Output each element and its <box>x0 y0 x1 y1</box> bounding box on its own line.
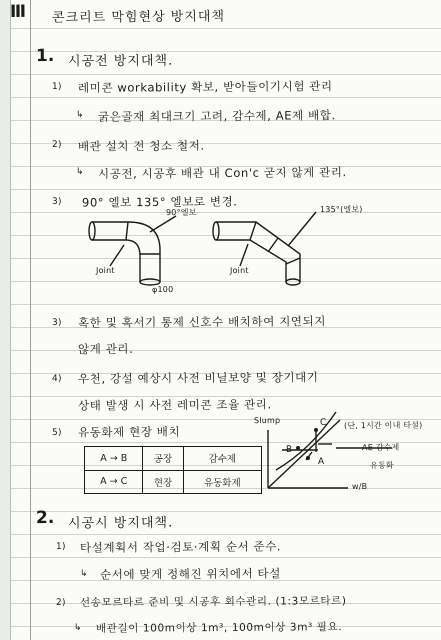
joint-label: Joint <box>95 265 115 276</box>
arrow-icon: ↳ <box>79 568 88 580</box>
page-title: 콘크리트 막힘현상 방지대책 <box>51 9 226 26</box>
item-1-text: 레미콘 workability 확보, 받아들이기시험 관리 <box>77 79 333 95</box>
table-cell: 현장 <box>143 470 183 494</box>
roman-numeral: Ⅲ <box>9 1 27 23</box>
item-3b-text: 혹한 및 혹서기 통제 신호수 배치하여 지연되지 <box>77 314 327 330</box>
joint-label: Joint <box>229 265 249 276</box>
elbow-90-label: 90°엘보 <box>165 207 197 218</box>
table-cell: A → B <box>85 447 143 471</box>
point-b-label: B <box>285 444 293 456</box>
graph-note-mid: AE 감수제 <box>361 442 400 453</box>
s2-item-2-number: 2) <box>55 597 66 609</box>
item-4-text: 우천, 강설 예상시 사전 비닐보양 및 장기대기 <box>77 370 319 386</box>
item-4-number: 4) <box>51 373 62 385</box>
pipe-diameter-label: φ100 <box>151 284 174 295</box>
arrow-icon: ↳ <box>73 622 82 634</box>
item-1-note: 굵은골재 최대크기 고려, 감수제, AE제 배합. <box>97 108 336 124</box>
point-c-label: C <box>319 417 327 429</box>
s2-item-2-text: 선송모르타르 준비 및 시공후 회수관리. (1:3모르타르) <box>79 595 347 609</box>
arrow-icon: ↳ <box>75 109 84 121</box>
item-3b-number: 3) <box>51 317 62 329</box>
s2-item-1-number: 1) <box>55 541 66 553</box>
section-1-title: 시공전 방지대책. <box>67 53 174 70</box>
graph-note-top: (단, 1시간 이내 타설) <box>343 420 423 431</box>
item-3-number: 3) <box>51 196 62 208</box>
table-row <box>85 470 262 494</box>
slump-axis-label: Slump <box>253 415 281 426</box>
table-cell: 감수제 <box>183 447 261 471</box>
s2-item-1-text: 타설계획서 작업·검토·계획 순서 준수. <box>79 539 282 555</box>
elbow-135-label: 135°(엘보) <box>319 204 363 215</box>
table-cell: 공장 <box>143 447 183 471</box>
admixture-table <box>84 446 262 494</box>
item-2-note: 시공전, 시공후 배관 내 Con'c 굳지 않게 관리. <box>97 165 347 181</box>
item-3b-cont: 않게 관리. <box>77 341 134 357</box>
item-1-number: 1) <box>51 81 62 93</box>
item-5-number: 5) <box>51 427 62 439</box>
section-1-number: 1. <box>35 45 55 67</box>
point-a-label: A <box>317 456 325 468</box>
table-cell: 유동화제 <box>183 470 261 494</box>
s2-item-1-note: 순서에 맞게 정해진 위치에서 타설 <box>99 566 281 582</box>
item-2-number: 2) <box>51 139 62 151</box>
s2-item-2-note: 배관길이 100m이상 1m³, 100m이상 3m³ 필요. <box>95 621 343 635</box>
arrow-icon: ↳ <box>75 166 84 178</box>
item-5-text: 유동화제 현장 배치 <box>77 424 181 440</box>
item-2-text: 배관 설치 전 청소 철저. <box>77 138 205 154</box>
item-3-text: 90° 엘보 135° 엘보로 변경. <box>81 194 238 210</box>
table-row <box>85 447 262 471</box>
item-4-cont: 상태 발생 시 사전 레미콘 조율 관리. <box>77 397 272 413</box>
table-cell: A → C <box>85 470 143 494</box>
section-2-title: 시공시 방지대책. <box>67 515 174 532</box>
wb-axis-label: w/B <box>351 481 368 492</box>
section-2-number: 2. <box>35 507 55 529</box>
graph-note-bottom: 유동화 <box>369 460 394 471</box>
